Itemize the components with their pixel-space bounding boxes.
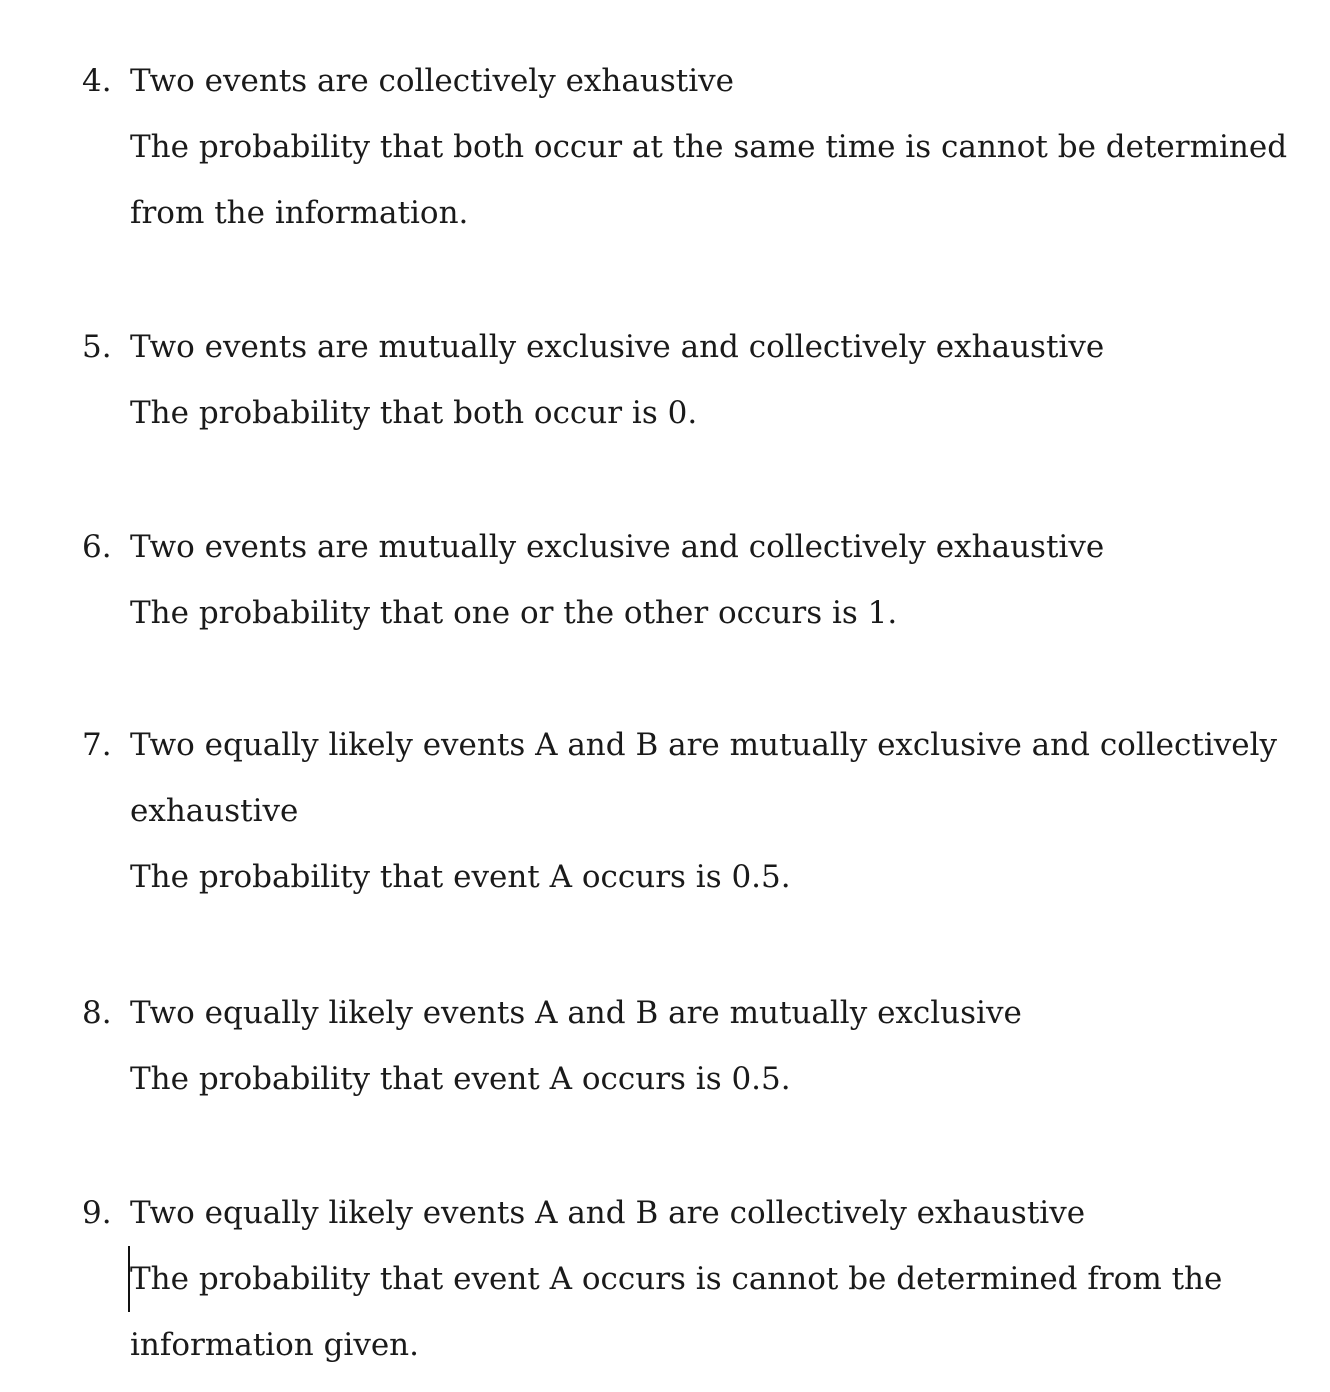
item-number: 6. — [82, 529, 112, 565]
list-item-9 — [82, 1180, 1242, 1378]
item-number: 4. — [82, 63, 112, 99]
item-statement: Two equally likely events A and B are collectively exhaustive — [130, 1195, 1086, 1231]
item-content — [130, 1180, 1242, 1378]
item-answer: The probability that one or the other occurs is 1. — [130, 595, 898, 631]
list-item-6 — [82, 514, 1242, 646]
item-content — [130, 980, 1242, 1112]
item-answer-continued: information given. — [130, 1327, 420, 1363]
item-statement: Two events are mutually exclusive and collectively exhaustive — [130, 329, 1105, 365]
item-number: 9. — [82, 1195, 112, 1231]
item-answer-line[interactable] — [130, 1246, 1242, 1312]
item-statement-continued: exhaustive — [130, 793, 299, 829]
item-number: 5. — [82, 329, 112, 365]
item-number: 7. — [82, 727, 112, 763]
item-statement: Two equally likely events A and B are mutually exclusive and collectively — [130, 727, 1278, 763]
item-content — [130, 48, 1288, 246]
item-answer-continued: from the information. — [130, 195, 469, 231]
item-answer: The probability that event A occurs is 0.5. — [130, 859, 791, 895]
item-content — [130, 712, 1278, 910]
item-number: 8. — [82, 995, 112, 1031]
item-answer: The probability that both occur is 0. — [130, 395, 698, 431]
item-answer: The probability that event A occurs is cannot be determined from the — [130, 1261, 1223, 1297]
item-statement: Two events are mutually exclusive and collectively exhaustive — [130, 529, 1105, 565]
item-content — [130, 314, 1242, 446]
item-statement: Two events are collectively exhaustive — [130, 63, 734, 99]
item-statement: Two equally likely events A and B are mutually exclusive — [130, 995, 1022, 1031]
list-item-5 — [82, 314, 1242, 446]
list-item-7 — [82, 712, 1278, 910]
item-answer: The probability that both occur at the same time is cannot be determined — [130, 129, 1288, 165]
item-content — [130, 514, 1242, 646]
list-item-4 — [82, 48, 1288, 246]
list-item-8 — [82, 980, 1242, 1112]
item-answer: The probability that event A occurs is 0.5. — [130, 1061, 791, 1097]
